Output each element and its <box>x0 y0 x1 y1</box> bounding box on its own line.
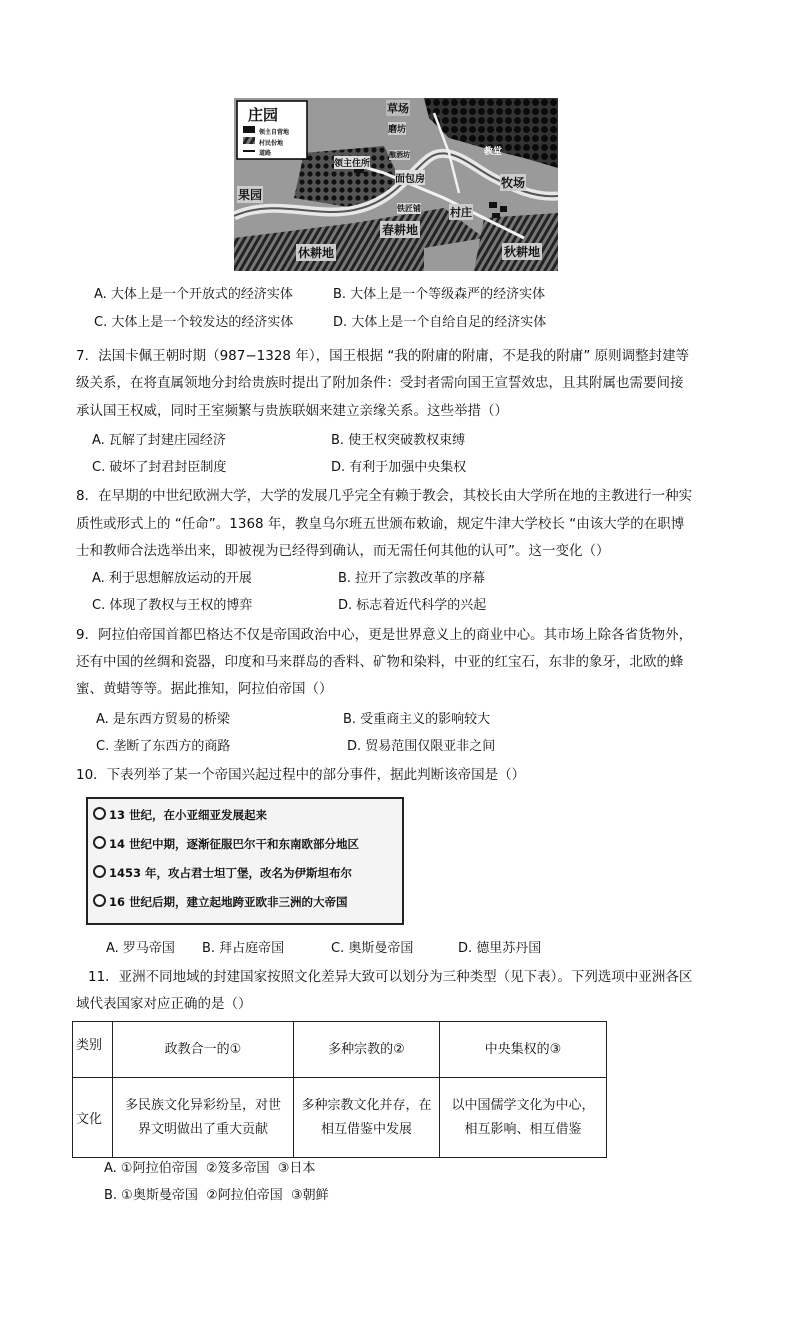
q8-option-a: A. 利于思想解放运动的开展 <box>92 571 252 586</box>
table-row-head: 文化 <box>73 1078 113 1158</box>
map-legend-item: 领主自营地 <box>259 129 290 136</box>
q10-option-d: D. 德里苏丹国 <box>458 941 542 956</box>
map-label-autumn-field: 秋耕地 <box>504 245 541 259</box>
map-label-brewery: 酿酒坊 <box>389 151 410 159</box>
map-label-mill: 磨坊 <box>388 122 406 135</box>
bullet-icon <box>93 894 106 907</box>
map-label-livestock: 牧场 <box>501 176 526 190</box>
q6-option-a: A. 大体上是一个开放式的经济实体 <box>94 287 293 302</box>
q8-option-b: B. 拉开了宗教改革的序幕 <box>338 571 486 586</box>
table-header-cell: 多种宗教的② <box>294 1022 440 1078</box>
q8-option-c: C. 体现了教权与王权的博弈 <box>92 598 253 613</box>
q8-stem-line: 士和教师合法选举出来，即被视为已经得到确认，而无需任何其他的认可”。这一变化（） <box>76 543 610 559</box>
q9-stem-line: 还有中国的丝绸和瓷器，印度和马来群岛的香料、矿物和染料，中亚的红宝石，东非的象牙，北欧的蜂 <box>76 654 684 670</box>
map-legend-item: 村民份地 <box>259 140 284 147</box>
q9-option-a: A. 是东西方贸易的桥梁 <box>96 712 230 727</box>
q7-stem-line: 承认国王权威，同时王室频繁与贵族联姻来建立亲缘关系。这些举措（） <box>76 403 508 419</box>
map-label-smithy: 铁匠铺 <box>397 204 421 213</box>
q7-option-d: D. 有利于加强中央集权 <box>331 460 467 475</box>
manor-map-figure <box>234 98 558 271</box>
table-cell: 多民族文化异彩纷呈，对世 界文明做出了重大贡献 <box>113 1078 294 1158</box>
q11-stem-line: 域代表国家对应正确的是（） <box>76 996 252 1012</box>
q6-option-d: D. 大体上是一个自给自足的经济实体 <box>333 315 547 330</box>
q7-option-b: B. 使王权突破教权束缚 <box>331 433 466 448</box>
q10-event-item: 13 世纪，在小亚细亚发展起来 <box>93 807 267 823</box>
q10-event-item: 14 世纪中期，逐渐征服巴尔干和东南欧部分地区 <box>93 836 359 852</box>
bullet-icon <box>93 865 106 878</box>
q6-option-b: B. 大体上是一个等级森严的经济实体 <box>333 287 546 302</box>
map-legend-item: 道路 <box>259 150 272 157</box>
q11-option-a: A. ①阿拉伯帝国 ②笈多帝国 ③日本 <box>104 1161 316 1176</box>
q7-stem-line: 7．法国卡佩王朝时期（987−1328 年），国王根据 “我的附庸的附庸，不是我的附庸” 原则调整封建等 <box>76 348 690 364</box>
map-label-bakery: 面包房 <box>395 170 425 185</box>
q11-stem-line: 11．亚洲不同地域的封建国家按照文化差异大致可以划分为三种类型（见下表）。下列选项中亚洲各区 <box>88 969 693 985</box>
table-cell: 以中国儒学文化为中心， 相互影响、相互借鉴 <box>440 1078 607 1158</box>
map-label-pasture: 草场 <box>387 102 409 115</box>
q10-stem: 10．下表列举了某一个帝国兴起过程中的部分事件，据此判断该帝国是（） <box>76 767 526 783</box>
table-cell: 多种宗教文化并存，在 相互借鉴中发展 <box>294 1078 440 1158</box>
q6-option-c: C. 大体上是一个较发达的经济实体 <box>94 315 294 330</box>
map-label-spring-field: 春耕地 <box>382 223 419 237</box>
map-label-fallow-field: 休耕地 <box>298 246 335 260</box>
map-label-lord-house: 领主住所 <box>334 156 370 169</box>
q11-option-b: B. ①奥斯曼帝国 ②阿拉伯帝国 ③朝鲜 <box>104 1188 329 1203</box>
q10-event-table <box>86 797 404 925</box>
q7-option-a: A. 瓦解了封建庄园经济 <box>92 433 226 448</box>
q9-option-b: B. 受重商主义的影响较大 <box>343 712 491 727</box>
map-label-village: 村庄 <box>450 206 472 219</box>
q10-event-item: 1453 年，攻占君士坦丁堡，改名为伊斯坦布尔 <box>93 865 352 881</box>
q9-stem-line: 9．阿拉伯帝国首都巴格达不仅是帝国政治中心，更是世界意义上的商业中心。其市场上除各省货物外， <box>76 627 693 643</box>
q9-option-d: D. 贸易范围仅限亚非之间 <box>347 739 496 754</box>
bullet-icon <box>93 836 106 849</box>
table-header-cell: 中央集权的③ <box>440 1022 607 1078</box>
q8-stem-line: 质性或形式上的 “任命”。1368 年，教皇乌尔班五世颁布敕谕，规定牛津大学校长 “由该大学的在职博 <box>76 516 685 532</box>
map-label-orchard: 果园 <box>238 188 263 202</box>
q9-option-c: C. 垄断了东西方的商路 <box>96 739 231 754</box>
q8-stem-line: 8．在早期的中世纪欧洲大学，大学的发展几乎完全有赖于教会，其校长由大学所在地的主教进行一种实 <box>76 488 693 504</box>
map-legend-title: 庄园 <box>248 106 279 124</box>
q10-option-a: A. 罗马帝国 <box>106 941 175 956</box>
q10-option-b: B. 拜占庭帝国 <box>202 941 285 956</box>
q8-option-d: D. 标志着近代科学的兴起 <box>338 598 487 613</box>
q10-option-c: C. 奥斯曼帝国 <box>331 941 414 956</box>
q11-culture-table <box>72 1021 607 1158</box>
table-row-head: 类别 <box>73 1022 113 1078</box>
table-header-cell: 政教合一的① <box>113 1022 294 1078</box>
q10-event-item: 16 世纪后期，建立起地跨亚欧非三洲的大帝国 <box>93 894 348 910</box>
q7-stem-line: 级关系，在将直属领地分封给贵族时提出了附加条件：受封者需向国王宣誓效忠，且其附属也需要间接 <box>76 375 684 391</box>
q7-option-c: C. 破坏了封君封臣制度 <box>92 460 227 475</box>
q9-stem-line: 蜜、黄蜡等等。据此推知，阿拉伯帝国（） <box>76 681 333 697</box>
map-label-church: 教堂 <box>484 147 503 157</box>
bullet-icon <box>93 807 106 820</box>
